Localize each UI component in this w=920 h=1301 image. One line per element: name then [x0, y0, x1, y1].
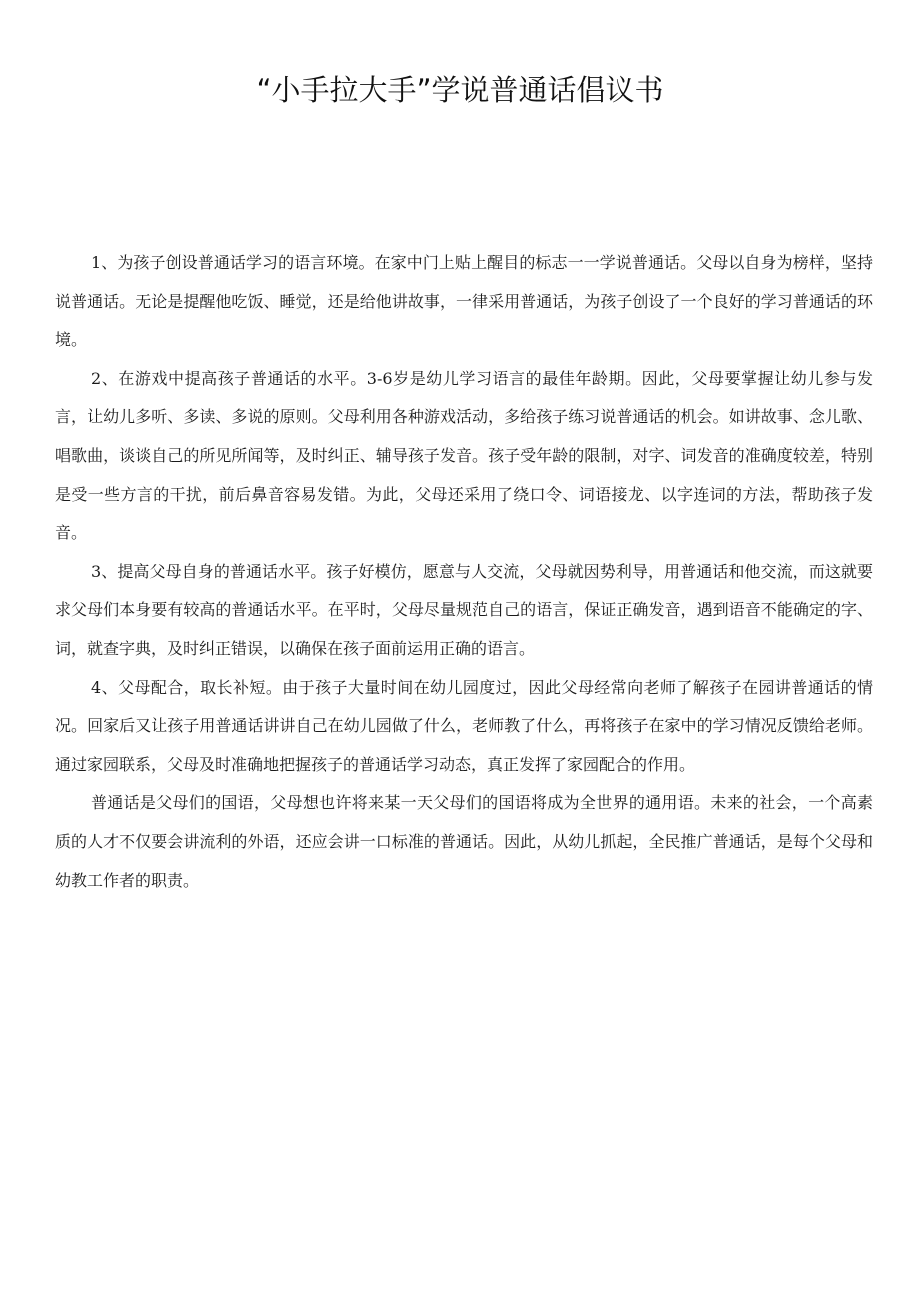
document-body [55, 244, 873, 900]
paragraph-4: 4、父母配合，取长补短。由于孩子大量时间在幼儿园度过，因此父母经常向老师了解孩子在园讲普通话的情况。回家后又让孩子用普通话讲讲自己在幼儿园做了什么，老师教了什么，再将孩子在家中的学习情况反馈给老师。通过家园联系，父母及时准确地把握孩子的普通话学习动态，真正发挥了家园配合的作用。 [55, 677, 873, 774]
document-title: “小手拉大手”学说普通话倡议书 [256, 73, 664, 107]
paragraph-conclusion: 普通话是父母们的国语，父母想也许将来某一天父母们的国语将成为全世界的通用语。未来的社会，一个高素质的人才不仅要会讲流利的外语，还应会讲一口标准的普通话。因此，从幼儿抓起，全民推广普通话，是每个父母和幼教工作者的职责。 [55, 793, 873, 890]
paragraph-1: 1、为孩子创设普通话学习的语言环境。在家中门上贴上醒目的标志一一学说普通话。父母以自身为榜样，坚持说普通话。无论是提醒他吃饭、睡觉，还是给他讲故事，一律采用普通话，为孩子创设了一个良好的学习普通话的环境。 [55, 253, 873, 350]
paragraph-3: 3、提高父母自身的普通话水平。孩子好模仿，愿意与人交流，父母就因势利导，用普通话和他交流，而这就要求父母们本身要有较高的普通话水平。在平时，父母尽量规范自己的语言，保证正确发音，遇到语音不能确定的字、词，就查字典，及时纠正错误，以确保在孩子面前运用正确的语言。 [55, 561, 873, 658]
paragraph-2: 2、在游戏中提高孩子普通话的水平。3-6岁是幼儿学习语言的最佳年龄期。因此，父母要掌握让幼儿参与发言，让幼儿多听、多读、多说的原则。父母利用各种游戏活动，多给孩子练习说普通话的机会。如讲故事、念儿歌、唱歌曲，谈谈自己的所见所闻等，及时纠正、辅导孩子发音。孩子受年龄的限制，对字、词发音的准确度较差，特别是受一些方言的干扰，前后鼻音容易发错。为此，父母还采用了绕口令、词语接龙、以字连词的方法，帮助孩子发音。 [55, 368, 873, 543]
